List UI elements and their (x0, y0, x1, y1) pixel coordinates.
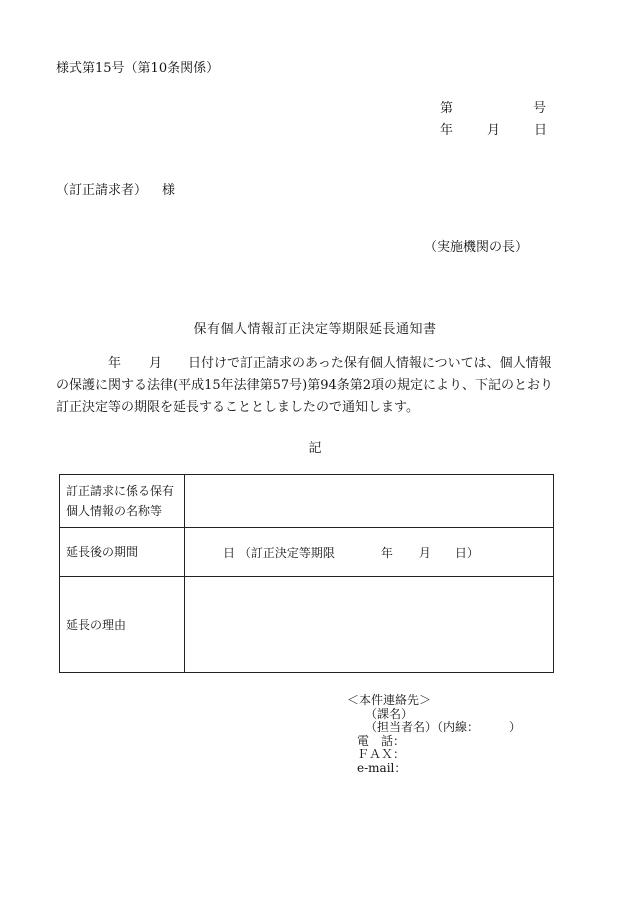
document-number-suffix: 号 (533, 101, 547, 116)
table-row (60, 577, 554, 673)
contact-section: （課名） (365, 706, 414, 721)
period-deadline-label: （訂正決定等期限 (238, 545, 335, 560)
document-number-label: 第 (440, 101, 454, 116)
contact-person (347, 721, 521, 735)
table-row (60, 475, 554, 528)
requester-honorific: 様 (162, 183, 176, 198)
record-name-value (185, 475, 554, 528)
table-row (60, 528, 554, 577)
contact-person-label: （担当者名）（内線： (365, 720, 480, 734)
record-name-label (60, 475, 185, 528)
body-line-1 (56, 353, 566, 375)
notice-body (56, 353, 566, 419)
extended-period-value (185, 528, 554, 577)
requester-name: （訂正請求者） (56, 183, 148, 198)
body-line-3: 訂正決定等の期限を延長することとしましたので通知します。 (56, 400, 419, 415)
date-year-label: 年 (440, 123, 454, 138)
period-day: 日 (223, 545, 236, 560)
extension-details-table (59, 474, 554, 673)
contact-phone: 電 話： (357, 733, 406, 748)
date-month-label: 月 (487, 123, 501, 138)
contact-email: e-mail： (357, 760, 407, 775)
body-line-2: の保護に関する法律(平成15年法律第57号)第94条第2項の規定により、下記のとおり (56, 378, 554, 393)
period-day-close: 日） (454, 545, 479, 560)
document-title: 保有個人情報訂正決定等期限延長通知書 (193, 322, 437, 337)
extension-reason-label: 延長の理由 (60, 577, 185, 673)
body-month: 月 (149, 356, 163, 371)
agency-head: （実施機関の長） (424, 240, 529, 255)
ki-heading: 記 (308, 441, 322, 456)
contact-block (347, 694, 521, 775)
date-day-label: 日 (534, 123, 548, 138)
form-number: 様式第15号（第10条関係） (56, 61, 220, 76)
body-line-1-rest: 日付けで訂正請求のあった保有個人情報については、個人情報 (188, 356, 552, 371)
record-name-label-line-2: 個人情報の名称等 (66, 504, 163, 518)
body-year: 年 (108, 356, 122, 371)
contact-heading: ＜本件連絡先＞ (347, 693, 432, 707)
extended-period-label: 延長後の期間 (60, 528, 185, 577)
period-year: 年 (380, 545, 393, 560)
contact-fax: ＦＡＸ： (357, 747, 406, 761)
record-name-label-line-1: 訂正請求に係る保有 (66, 484, 175, 498)
extension-reason-value (185, 577, 554, 673)
period-month: 月 (418, 545, 431, 560)
contact-person-close: ） (509, 720, 522, 734)
